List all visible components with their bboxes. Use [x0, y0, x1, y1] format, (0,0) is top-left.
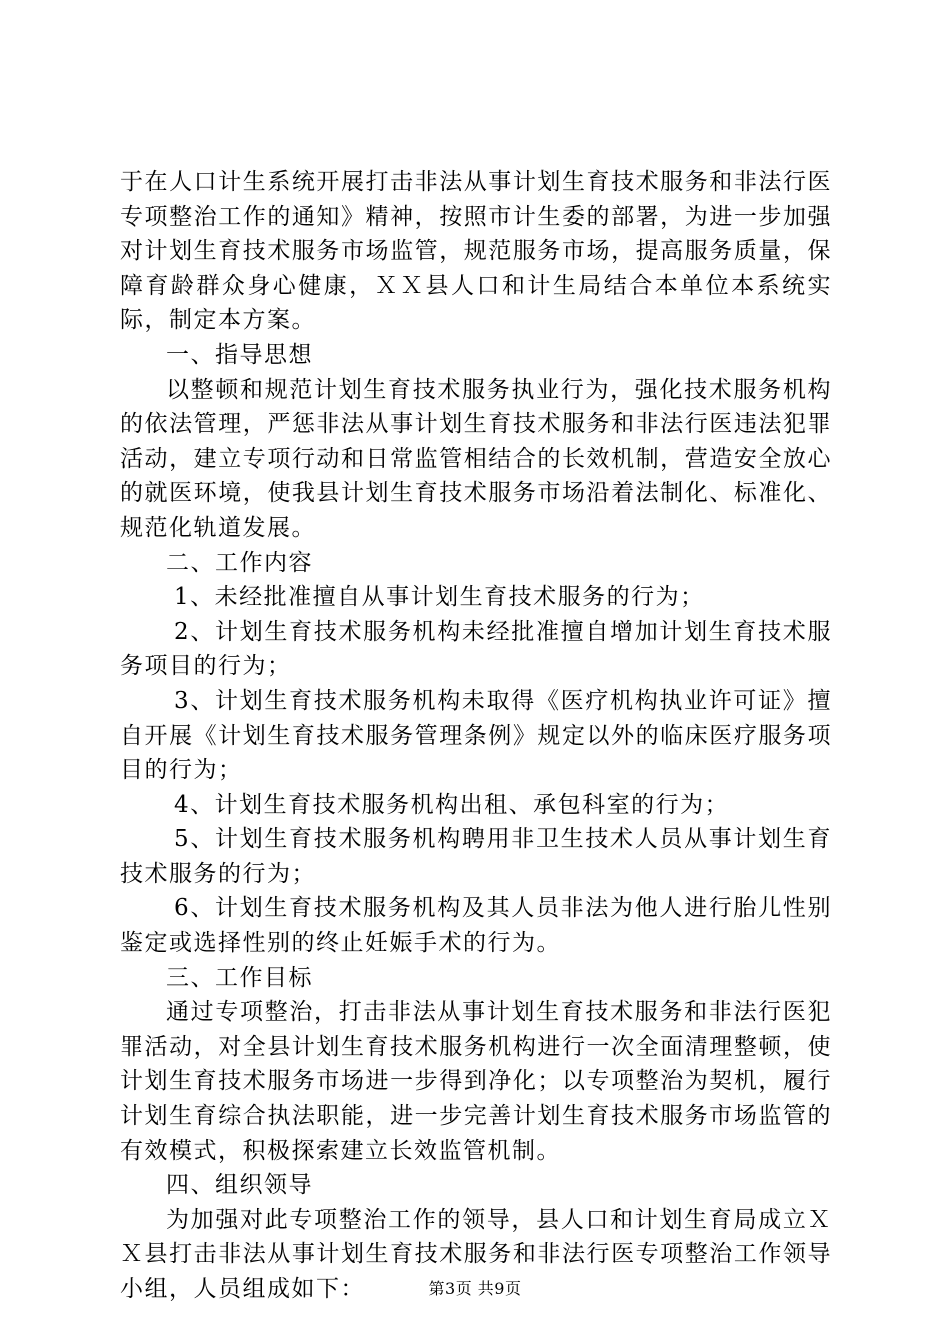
page-number-footer: 第3页 共9页 [428, 1279, 522, 1298]
document-body [120, 165, 832, 1307]
section-heading-work-content: 二、工作内容 [166, 549, 313, 576]
work-goals-paragraph: 通过专项整治，打击非法从事计划生育技术服务和非法行医犯罪活动，对全县计划生育技术服务机构进行一次全面清理整顿，使计划生育技术服务市场进一步得到净化；以专项整治为契机，履行计划生育综合执法职能，进一步完善计划生育技术服务市场监管的有效模式，积极探索建立长效监管机制。 [120, 999, 832, 1164]
guiding-ideology-paragraph: 以整顿和规范计划生育技术服务执业行为，强化技术服务机构的依法管理，严惩非法从事计划生育技术服务和非法行医违法犯罪活动，建立专项行动和日常监管相结合的长效机制，营造安全放心的就医环境，使我县计划生育技术服务市场沿着法制化、标准化、规范化轨道发展。 [120, 376, 832, 541]
section-heading-organization: 四、组织领导 [166, 1172, 313, 1199]
work-content-item-2: 2、计划生育技术服务机构未经批准擅自增加计划生育技术服务项目的行为； [120, 618, 832, 680]
work-content-item-6: 6、计划生育技术服务机构及其人员非法为他人进行胎儿性别鉴定或选择性别的终止妊娠手术的行为。 [120, 895, 832, 957]
section-heading-work-goals: 三、工作目标 [166, 964, 313, 991]
work-content-item-1: 1、未经批准擅自从事计划生育技术服务的行为； [174, 584, 705, 611]
work-content-item-5: 5、计划生育技术服务机构聘用非卫生技术人员从事计划生育技术服务的行为； [120, 826, 832, 887]
work-content-item-3: 3、计划生育技术服务机构未取得《医疗机构执业许可证》擅自开展《计划生育技术服务管理条例》规定以外的临床医疗服务项目的行为； [120, 687, 832, 784]
section-heading-guiding-ideology: 一、指导思想 [166, 341, 313, 368]
intro-paragraph: 于在人口计生系统开展打击非法从事计划生育技术服务和非法行医专项整治工作的通知》精神，按照市计生委的部署，为进一步加强对计划生育技术服务市场监管，规范服务市场，提高服务质量，保障育龄群众身心健康，ＸＸ县人口和计生局结合本单位本系统实际，制定本方案。 [120, 169, 832, 334]
organization-paragraph: 为加强对此专项整治工作的领导，县人口和计划生育局成立ＸＸ县打击非法从事计划生育技术服务和非法行医专项整治工作领导小组，人员组成如下： [120, 1206, 832, 1302]
work-content-item-4: 4、计划生育技术服务机构出租、承包科室的行为； [174, 791, 730, 818]
